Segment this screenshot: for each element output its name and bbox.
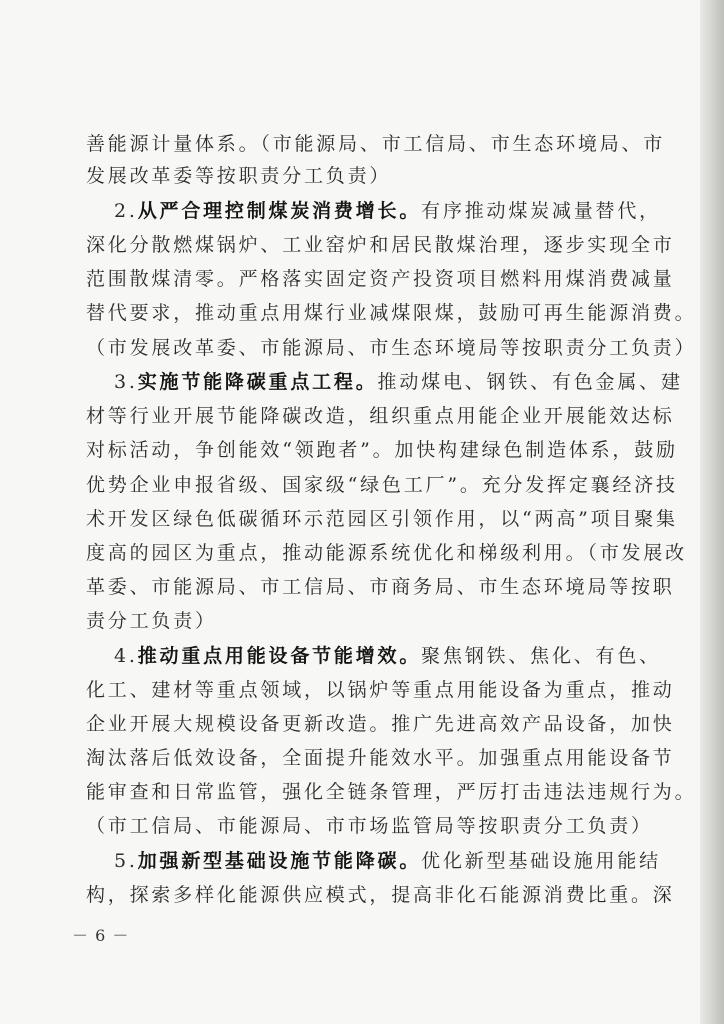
item-heading: 推动重点用能设备节能增效。 xyxy=(137,645,422,667)
item-number: 2. xyxy=(114,200,138,222)
body-line: 构，探索多样化能源供应模式，提高非化石能源消费比重。深 xyxy=(86,884,675,906)
body-line: 善能源计量体系。（市能源局、市工信局、市生态环境局、市 xyxy=(86,133,666,155)
item-4-first-line xyxy=(114,643,661,669)
item-text: 聚焦钢铁、焦化、有色、 xyxy=(421,645,661,667)
body-line: 度高的园区为重点，推动能源系统优化和梯级利用。（市发展改 xyxy=(86,542,687,564)
item-text: 优化新型基础设施用能结 xyxy=(421,850,661,872)
item-heading: 从严合理控制煤炭消费增长。 xyxy=(137,200,422,222)
item-3-first-line xyxy=(114,369,683,395)
body-line: 化工、建材等重点领域，以锅炉等重点用能设备为重点，推动 xyxy=(86,679,675,701)
body-line: 范围散煤清零。严格落实固定资产投资项目燃料用煤消费减量 xyxy=(86,268,675,290)
item-number: 3. xyxy=(114,371,138,393)
body-line: 替代要求，推动重点用煤行业减煤限煤，鼓励可再生能源消费。 xyxy=(86,302,697,324)
body-line: （市发展改革委、市能源局、市生态环境局等按职责分工负责） xyxy=(86,337,697,359)
body-line: 责分工负责） xyxy=(86,610,217,632)
body-line: （市工信局、市能源局、市市场监管局等按职责分工负责） xyxy=(86,815,653,837)
body-line: 革委、市能源局、市工信局、市商务局、市生态环境局等按职 xyxy=(86,576,675,598)
item-number: 4. xyxy=(114,645,138,667)
item-text: 有序推动煤炭减量替代， xyxy=(421,200,661,222)
body-line: 深化分散燃煤锅炉、工业窑炉和居民散煤治理，逐步实现全市 xyxy=(86,234,675,256)
body-line: 对标活动，争创能效“领跑者”。加快构建绿色制造体系，鼓励 xyxy=(86,439,678,461)
item-text: 推动煤电、钢铁、有色金属、建 xyxy=(377,371,683,393)
item-5-first-line xyxy=(114,848,661,874)
body-line: 优势企业申报省级、国家级“绿色工厂”。充分发挥定襄经济技 xyxy=(86,474,678,496)
body-line: 材等行业开展节能降碳改造，组织重点用能企业开展能效达标 xyxy=(86,405,675,427)
item-heading: 加强新型基础设施节能降碳。 xyxy=(137,850,422,872)
page-edge-shadow xyxy=(700,0,724,1024)
page-number: － 6 － xyxy=(72,926,130,945)
body-line: 淘汰落后低效设备，全面提升能效水平。加强重点用能设备节 xyxy=(86,747,675,769)
body-line: 能审查和日常监管，强化全链条管理，严厉打击违法违规行为。 xyxy=(86,781,697,803)
item-heading: 实施节能降碳重点工程。 xyxy=(137,371,378,393)
item-2-first-line xyxy=(114,198,661,224)
body-line: 企业开展大规模设备更新改造。推广先进高效产品设备，加快 xyxy=(86,713,675,735)
body-line: 发展改革委等按职责分工负责） xyxy=(86,165,392,187)
item-number: 5. xyxy=(114,850,138,872)
body-line: 术开发区绿色低碳循环示范园区引领作用，以“两高”项目聚集 xyxy=(86,508,678,530)
